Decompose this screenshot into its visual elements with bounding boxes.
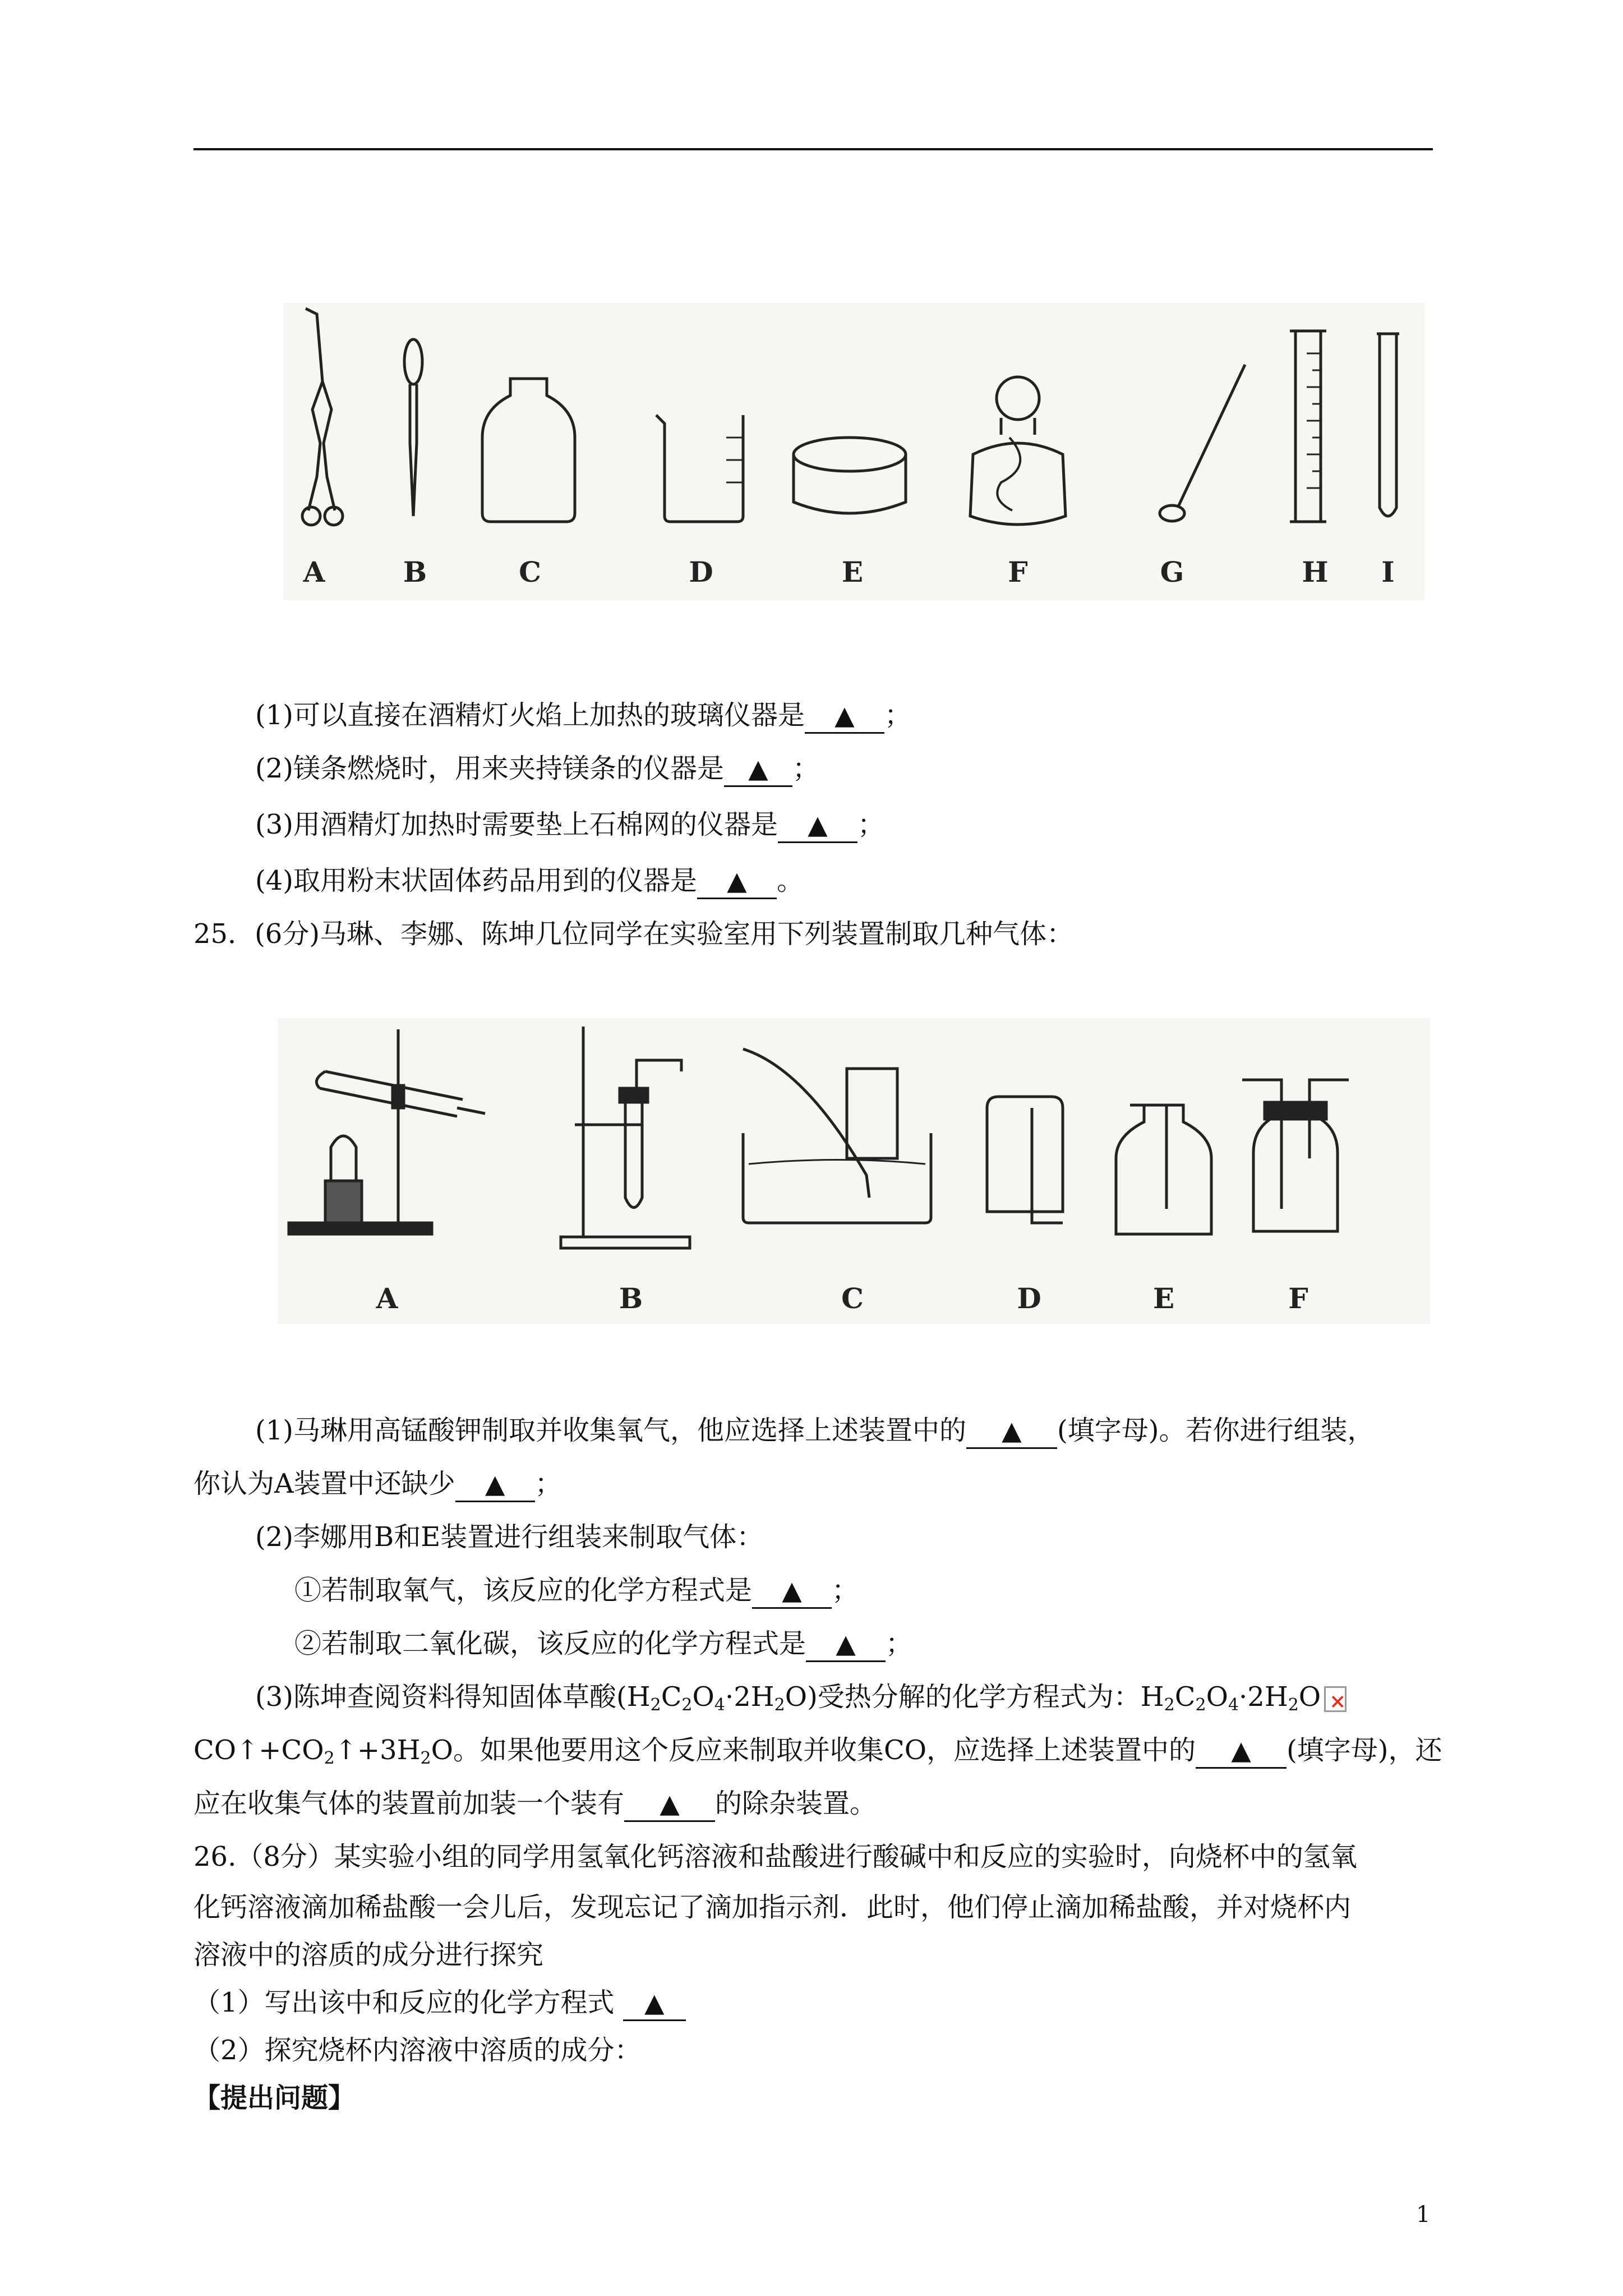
- q24-part2: (2)镁条燃烧时，用来夹持镁条的仪器是 ▲ ；: [255, 752, 819, 787]
- q25-title: 25．(6分)马琳、李娜、陈坤几位同学在实验室用下列装置制取几种气体：: [193, 918, 1074, 950]
- apparatus-label-b: B: [619, 1282, 643, 1315]
- answer-blank[interactable]: ▲: [623, 1986, 686, 2021]
- apparatus-label-c: C: [841, 1282, 864, 1315]
- q26-line3: 溶液中的溶质的成分进行探究: [193, 1939, 544, 1971]
- q26-part1: （1）写出该中和反应的化学方程式 ▲: [193, 1986, 686, 2021]
- page-number: 1: [1416, 2202, 1431, 2228]
- q26-line1: 26.（8分）某实验小组的同学用氢氧化钙溶液和盐酸进行酸碱中和反应的实验时，向烧杯中的氢氧: [193, 1841, 1357, 1872]
- q24-part4: (4)取用粉末状固体药品用到的仪器是 ▲ 。: [255, 864, 804, 899]
- apparatus-label-d: D: [1017, 1282, 1041, 1315]
- answer-blank[interactable]: ▲: [1196, 1733, 1287, 1769]
- q25-part3-line2: $CO↑+CO_2↑+3H_2O$。如果他要用这个反应来制取并收集CO，应选择上述装置中的 ▲ (填字母)，还: [193, 1734, 1442, 1768]
- q24-part1: (1)可以直接在酒精灯火焰上加热的玻璃仪器是 ▲ ；: [255, 698, 911, 734]
- medicine-spoon-drawing: [1160, 365, 1245, 521]
- instrument-label-h: H: [1302, 555, 1329, 588]
- apparatus-label-f: F: [1288, 1282, 1308, 1315]
- header-rule: [193, 148, 1433, 150]
- answer-blank[interactable]: ▲: [624, 1787, 715, 1822]
- q26-part3-heading: 【提出问题】: [193, 2082, 356, 2114]
- wide-mouth-bottle-drawing: [482, 379, 575, 522]
- apparatus-label-e: E: [1152, 1282, 1175, 1315]
- q25-part3-line1: (3)陈坤查阅资料得知固体草酸$(H_2C_2O_4\cdot 2H_2O)$受热分解的化学方程式为：$H_2C_2O_4\cdot 2H_2O\times$: [255, 1680, 1350, 1722]
- evaporating-dish-drawing: [794, 438, 906, 513]
- instrument-label-f: F: [1008, 555, 1028, 588]
- answer-blank[interactable]: ▲: [724, 752, 792, 787]
- instrument-label-g: G: [1160, 555, 1184, 588]
- apparatus-c-drawing: [743, 1049, 931, 1223]
- answer-blank[interactable]: ▲: [806, 1627, 886, 1662]
- instrument-label-b: B: [403, 555, 427, 588]
- test-tube-drawing: [1377, 334, 1399, 516]
- answer-blank[interactable]: ▲: [966, 1414, 1057, 1449]
- q26-part2: （2）探究烧杯内溶液中溶质的成分：: [193, 2035, 642, 2066]
- q26-line2: 化钙溶液滴加稀盐酸一会儿后，发现忘记了滴加指示剂．此时，他们停止滴加稀盐酸，并对烧杯内: [193, 1892, 1352, 1923]
- apparatus-figure: [278, 1018, 1430, 1324]
- instrument-label-e: E: [841, 555, 864, 588]
- q25-part3-line3: 应在收集气体的装置前加装一个装有 ▲ 的除杂装置。: [193, 1787, 877, 1822]
- alcohol-lamp-drawing: [970, 377, 1066, 524]
- q25-part2b: ②若制取二氧化碳，该反应的化学方程式是 ▲ ；: [294, 1627, 912, 1662]
- q24-part3: (3)用酒精灯加热时需要垫上石棉网的仪器是 ▲ ；: [255, 808, 884, 843]
- answer-blank[interactable]: ▲: [455, 1467, 535, 1502]
- instrument-label-c: C: [519, 555, 541, 588]
- apparatus-label-a: A: [376, 1282, 398, 1315]
- instrument-label-i: I: [1381, 555, 1395, 588]
- graduated-cylinder-drawing: [1290, 331, 1326, 522]
- apparatus-drawing: [278, 1018, 1430, 1324]
- instrument-label-a: A: [303, 555, 325, 588]
- apparatus-b-drawing: [561, 1027, 690, 1248]
- instrument-label-d: D: [689, 555, 713, 588]
- q25-part1-line1: (1)马琳用高锰酸钾制取并收集氧气，他应选择上述装置中的 ▲ (填字母)。若你进行组装，: [255, 1414, 1374, 1449]
- answer-blank[interactable]: ▲: [752, 1573, 832, 1609]
- instruments-figure: [283, 303, 1424, 600]
- apparatus-d-drawing: [987, 1097, 1063, 1223]
- q25-part2: (2)李娜用B和E装置进行组装来制取气体：: [255, 1521, 764, 1553]
- crucible-tongs-drawing: [302, 309, 343, 525]
- apparatus-e-drawing: [1116, 1105, 1211, 1234]
- apparatus-a-drawing: [289, 1029, 485, 1234]
- q25-part2a: ①若制取氧气，该反应的化学方程式是 ▲ ；: [294, 1573, 859, 1609]
- q25-part1-line2: 你认为A装置中还缺少 ▲ ；: [193, 1467, 562, 1502]
- apparatus-f-drawing: [1242, 1080, 1349, 1231]
- dropper-drawing: [404, 339, 422, 516]
- beaker-drawing: [656, 415, 743, 522]
- broken-image-icon: [1324, 1686, 1347, 1712]
- answer-blank[interactable]: ▲: [697, 864, 777, 899]
- answer-blank[interactable]: ▲: [778, 808, 857, 843]
- answer-blank[interactable]: ▲: [805, 698, 884, 734]
